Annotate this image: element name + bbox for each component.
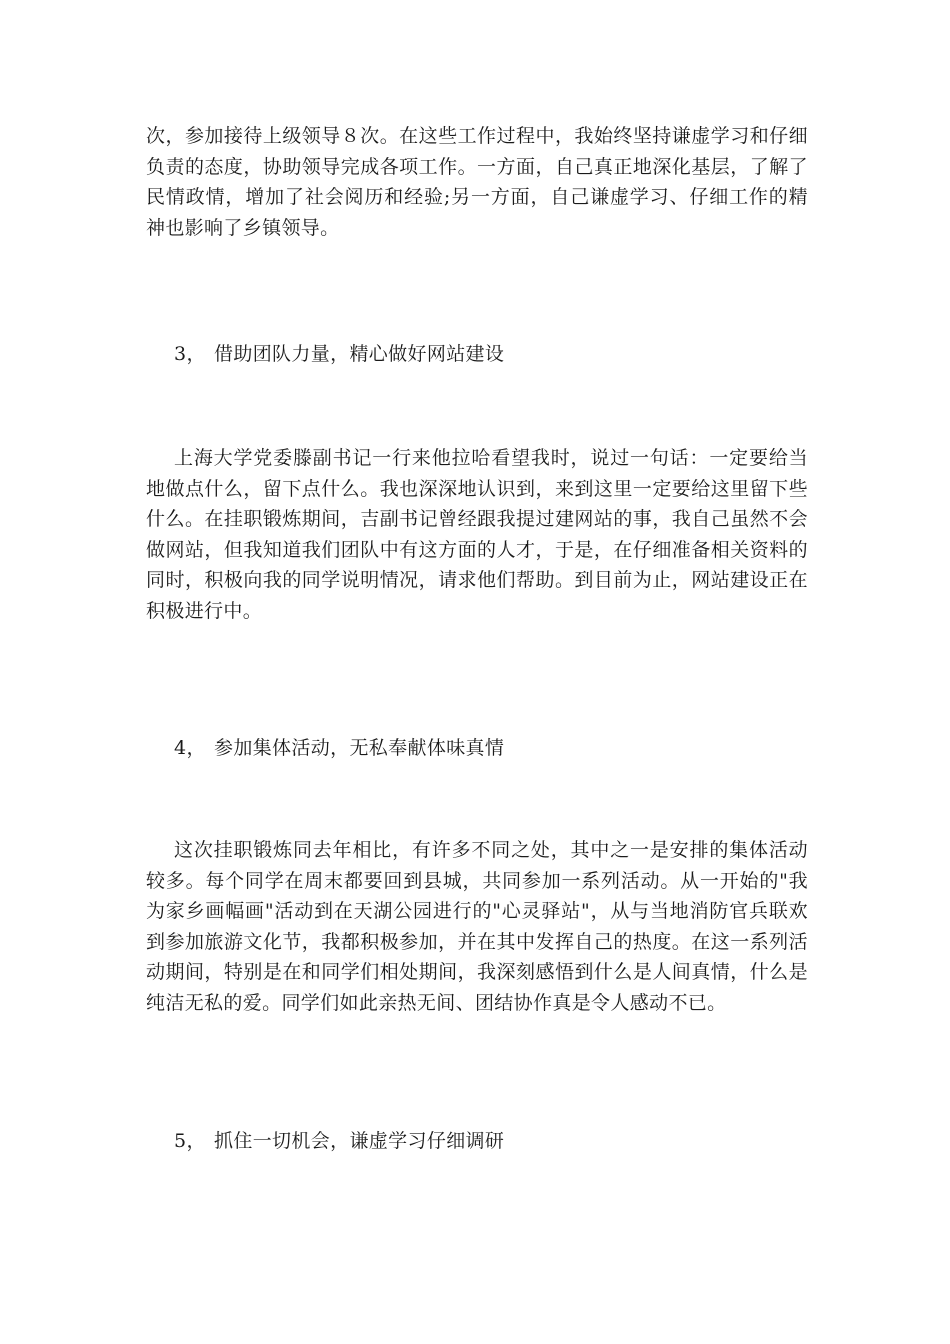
section-number: 5，: [174, 1130, 206, 1152]
section-title: 参加集体活动，无私奉献体味真情: [214, 737, 505, 759]
section-title: 借助团队力量，精心做好网站建设: [214, 343, 505, 365]
section-heading-3: [174, 339, 504, 369]
section-heading-4: [174, 733, 504, 763]
section-number: 4，: [174, 737, 206, 759]
body-paragraph-3: 这次挂职锻炼同去年相比，有许多不同之处，其中之一是安排的集体活动较多。每个同学在周末都要回到县城，共同参加一系列活动。从一开始的"我为家乡画幅画"活动到在天湖公园进行的"心灵驿站"，从与当地消防官兵联欢到参加旅游文化节，我都积极参加，并在其中发挥自己的热度。在这一系列活动期间，特别是在和同学们相处期间，我深刻感悟到什么是人间真情，什么是纯洁无私的爱。同学们如此亲热无间、团结协作真是令人感动不已。: [146, 839, 808, 1014]
section-heading-5: [174, 1126, 504, 1156]
body-paragraph-2: 上海大学党委滕副书记一行来他拉哈看望我时，说过一句话：一定要给当地做点什么，留下点什么。我也深深地认识到，来到这里一定要给这里留下些什么。在挂职锻炼期间，吉副书记曾经跟我提过建网站的事，我自己虽然不会做网站，但我知道我们团队中有这方面的人才，于是，在仔细准备相关资料的同时，积极向我的同学说明情况，请求他们帮助。到目前为止，网站建设正在积极进行中。: [146, 447, 808, 622]
body-paragraph-1: 次，参加接待上级领导８次。在这些工作过程中，我始终坚持谦虚学习和仔细负责的态度，协助领导完成各项工作。一方面，自己真正地深化基层，了解了民情政情，增加了社会阅历和经验;另一方面，自己谦虚学习、仔细工作的精神也影响了乡镇领导。: [146, 125, 808, 239]
section-title: 抓住一切机会，谦虚学习仔细调研: [214, 1130, 505, 1152]
section-number: 3，: [174, 343, 206, 365]
